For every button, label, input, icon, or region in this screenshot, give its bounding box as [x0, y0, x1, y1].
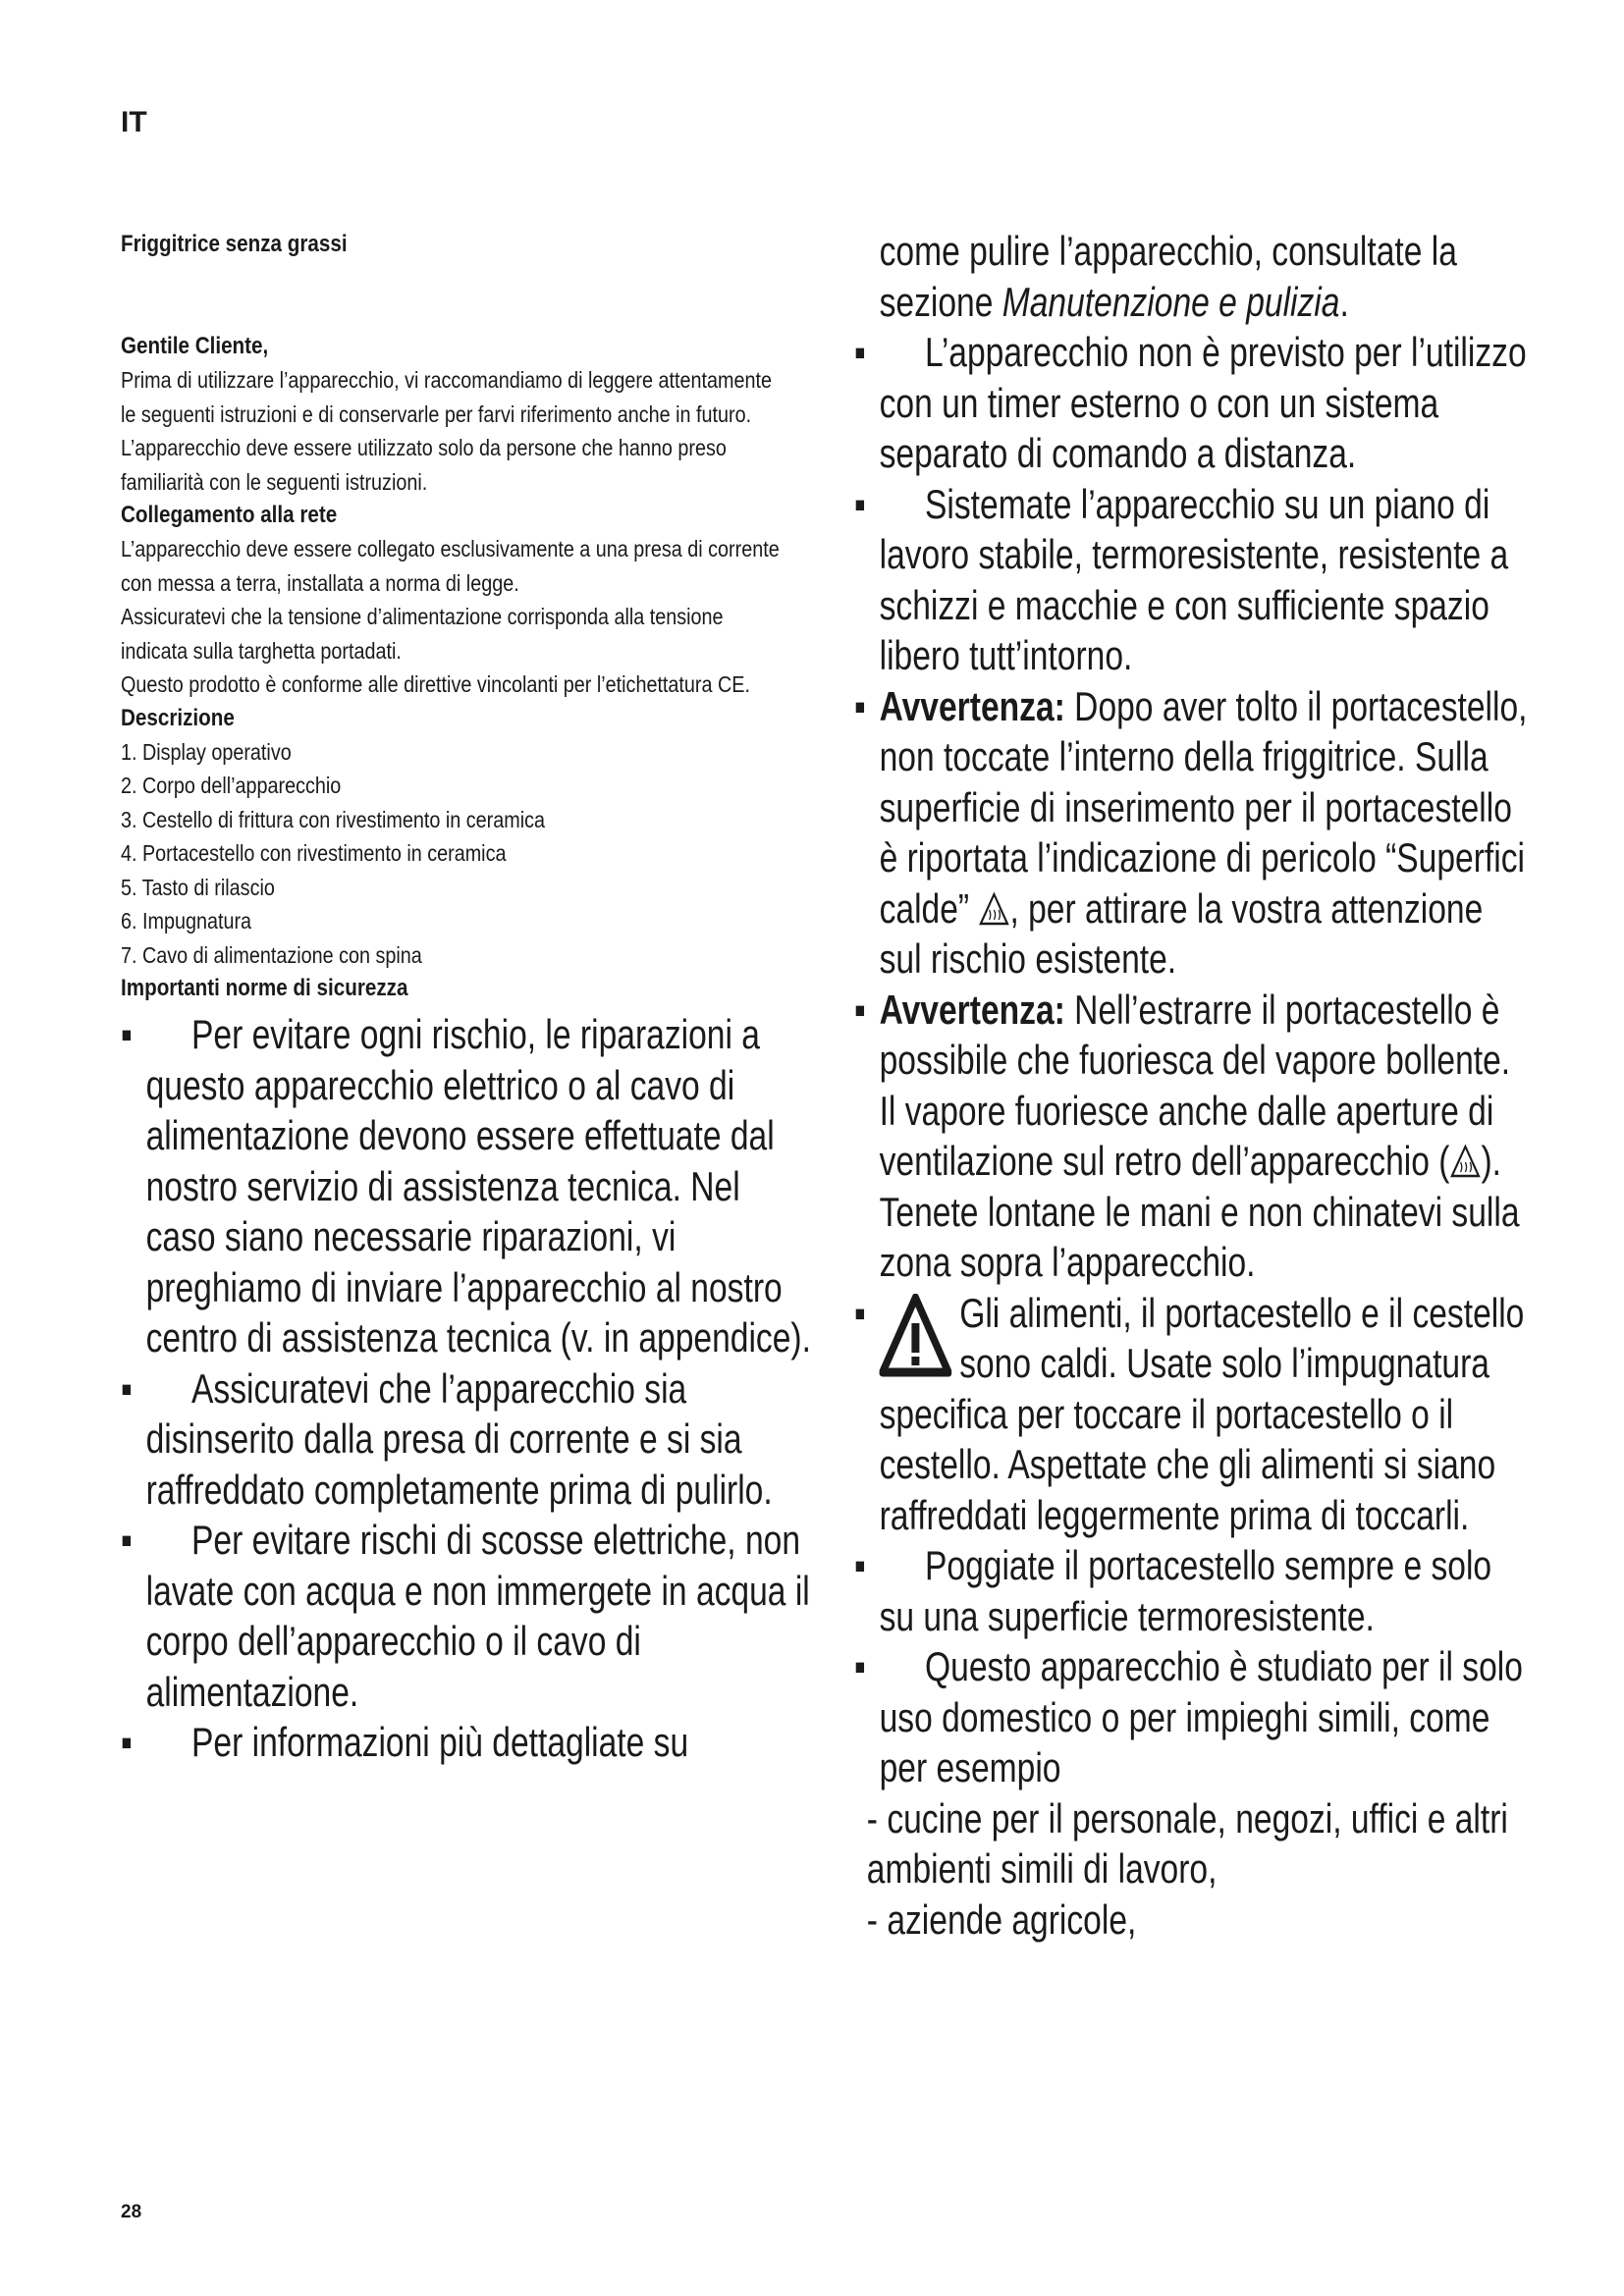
safety-heading: Importanti norme di sicurezza — [121, 975, 408, 1001]
warning-label: Avvertenza: — [879, 682, 1065, 729]
document-title: Friggitrice senza grassi — [121, 231, 348, 257]
description-heading: Descrizione — [121, 704, 235, 731]
description-item: 7. Cavo di alimentazione con spina — [121, 941, 422, 968]
warning-bullet: ▪ Avvertenza: Nell’estrarre il portacestello è possibile che fuoriesca del vapore bollente. Il vapore fuoriesce anche dalle aperture di ventilazione sul retro dell’apparecchio ( ). Tenete lontane le mani e non chinatevi sulla zona sopra l’apparecchio. — [854, 986, 1520, 1285]
bullet-square: ▪ — [854, 986, 866, 1033]
safety-bullet: ▪ Per evitare ogni rischio, le riparazioni a questo apparecchio elettrico o al cavo di alimentazione devono essere effettuate dal nostro servizio di assistenza tecnica. Nel caso siano necessarie riparazioni, vi preghiamo di inviare l’apparecchio al nostro centro di assistenza tecnica (v. in appendice). — [121, 1011, 811, 1361]
network-paragraph-3: Questo prodotto è conforme alle direttive vincolanti per l’etichettatura CE. — [121, 671, 750, 697]
bullet-square: ▪ — [854, 1643, 866, 1689]
safety-bullet: ▪ Per informazioni più dettagliate su — [121, 1717, 812, 1768]
warning-triangle-icon — [880, 1294, 952, 1378]
safety-bullet: ▪ Assicuratevi che l’apparecchio sia disinserito dalla presa di corrente e si sia raffreddato completamente prima di pulirlo. — [121, 1364, 773, 1513]
bullet-square: ▪ — [854, 1289, 866, 1336]
safety-list-left — [121, 1009, 812, 1768]
network-heading: Collegamento alla rete — [121, 502, 338, 528]
hot-surface-warning-icon — [978, 887, 1009, 923]
usage-example: - aziende agricole, — [866, 1896, 1137, 1943]
hot-food-bullet: ▪ Gli alimenti, il portacestello e il cestello sono caldi. Usate solo l’impugnatura specifica per toccare il portacestello o il cestello. Aspettate che gli alimenti si siano raffreddati leggermente prima di toccarli. — [854, 1289, 1525, 1538]
description-item: 2. Corpo dell’apparecchio — [121, 773, 342, 798]
hot-surface-warning-icon — [1449, 1140, 1481, 1175]
description-item: 3. Cestello di frittura con rivestimento in ceramica — [121, 806, 546, 832]
page-number: 28 — [121, 2202, 142, 2222]
bullet-square: ▪ — [121, 1517, 133, 1563]
safety-list-right — [854, 226, 1530, 1945]
intro-paragraph: Prima di utilizzare l’apparecchio, vi raccomandiamo di leggere attentamente le seguenti istruzioni e di conservarle per farvi riferimento anche in futuro. L’apparecchio deve essere utilizzato solo da persone che hanno preso familiarità con le seguenti istruzioni. — [121, 367, 772, 495]
description-item: 1. Display operativo — [121, 738, 292, 765]
language-code: IT — [121, 106, 147, 138]
bullet-square: ▪ — [854, 1542, 866, 1588]
bullet-square: ▪ — [854, 480, 866, 527]
safety-bullet: ▪ Questo apparecchio è studiato per il solo uso domestico o per impieghi simili, come per esempio — [854, 1643, 1523, 1790]
safety-bullet: ▪ L’apparecchio non è previsto per l’utilizzo con un timer esterno o con un sistema separato di comando a distanza. — [854, 329, 1527, 476]
safety-bullet: ▪ Per evitare rischi di scosse elettriche, non lavate con acqua e non immergete in acqua il corpo dell’apparecchio o il cavo di alimentazione. — [121, 1517, 810, 1715]
warning-bullet: ▪ Avvertenza: Dopo aver tolto il portacestello, non toccate l’interno della friggitrice. Sulla superficie di inserimento per il portacestello è riportata l’indicazione di pericolo “Superfici calde” , per attirare la vostra attenzione sul rischio esistente. — [854, 682, 1528, 982]
left-column — [121, 228, 811, 1768]
description-list — [121, 735, 780, 973]
description-item: 5. Tasto di rilascio — [121, 874, 275, 900]
warning-label: Avvertenza: — [879, 986, 1065, 1033]
safety-continuation: come pulire l’apparecchio, consultate la sezione Manutenzione e pulizia. — [879, 228, 1457, 325]
network-paragraph-1: L’apparecchio deve essere collegato esclusivamente a una presa di corrente con messa a terra, installata a norma di legge. — [121, 536, 780, 596]
network-paragraph-2: Assicuratevi che la tensione d’alimentazione corrisponda alla tensione indicata sulla targhetta portadati. — [121, 604, 724, 664]
bullet-square: ▪ — [121, 1011, 133, 1057]
bullet-square: ▪ — [121, 1719, 133, 1765]
description-item: 6. Impugnatura — [121, 908, 252, 934]
bullet-square: ▪ — [854, 682, 866, 729]
greeting: Gentile Cliente, — [121, 333, 269, 359]
safety-bullet: ▪ Sistemate l’apparecchio su un piano di lavoro stabile, termoresistente, resistente a schizzi e macchie e con sufficiente spazio libero tutt’intorno. — [854, 480, 1509, 678]
safety-bullet: ▪ Poggiate il portacestello sempre e solo su una superficie termoresistente. — [854, 1542, 1492, 1639]
description-item: 4. Portacestello con rivestimento in ceramica — [121, 840, 507, 866]
intro-section — [121, 228, 780, 1005]
usage-example: - cucine per il personale, negozi, uffici e altri ambienti simili di lavoro, — [866, 1794, 1508, 1892]
right-column — [854, 226, 1528, 1945]
bullet-square: ▪ — [121, 1364, 133, 1412]
bullet-square: ▪ — [854, 329, 866, 375]
